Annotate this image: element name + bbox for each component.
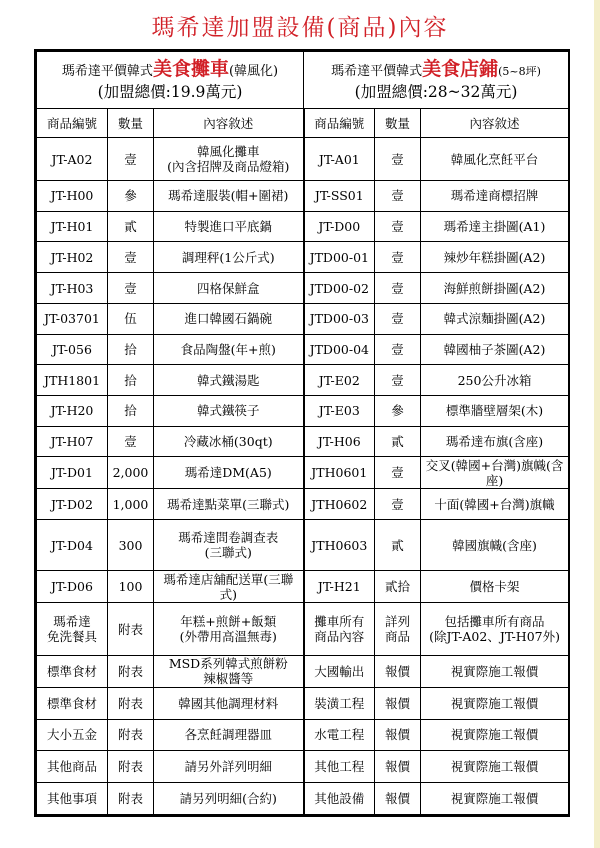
- col-header-quantity: 數量: [108, 109, 154, 138]
- cell-item-code: 標準食材: [37, 687, 108, 719]
- cell-description: MSD系列韓式煎餅粉 辣椒醬等: [154, 656, 304, 688]
- cell-item-code: JTD00-03: [304, 303, 375, 334]
- cell-description: 瑪希達布旗(含座): [421, 426, 569, 457]
- cell-description: 包括攤車所有商品 (除JT-A02、JT-H07外): [421, 602, 569, 655]
- cell-quantity: 2,000: [108, 457, 154, 489]
- cell-description: 視實際施工報價: [421, 719, 569, 751]
- cell-quantity: 壹: [375, 138, 421, 181]
- cell-item-code: 大小五金: [37, 719, 108, 751]
- plan-header-row: [37, 52, 569, 109]
- cell-description: 韓國旗幟(含座): [421, 519, 569, 570]
- right-plan-title: [306, 58, 566, 81]
- cell-item-code: 其他設備: [304, 783, 375, 815]
- left-plan-prefix: 瑪希達平價韓式: [61, 64, 153, 80]
- cell-item-code: JT-H20: [37, 396, 108, 427]
- table-row: [37, 656, 569, 688]
- cell-description: 進口韓國石鍋碗: [154, 303, 304, 334]
- right-plan-highlight: 美食店鋪: [422, 58, 499, 81]
- cell-item-code: JT-H01: [37, 211, 108, 242]
- cell-item-code: JT-H07: [37, 426, 108, 457]
- cell-item-code: JT-H03: [37, 273, 108, 304]
- cell-quantity: 壹: [108, 273, 154, 304]
- cell-description: 各烹飪調理器皿: [154, 719, 304, 751]
- cell-description: 瑪希達DM(A5): [154, 457, 304, 489]
- cell-description: 瑪希達店舖配送單(三聯式): [154, 571, 304, 603]
- cell-description: 韓國其他調理材料: [154, 687, 304, 719]
- cell-description: 十面(韓國+台灣)旗幟: [421, 489, 569, 520]
- cell-quantity: 壹: [375, 211, 421, 242]
- cell-item-code: JT-H21: [304, 571, 375, 603]
- cell-item-code: JT-056: [37, 334, 108, 365]
- cell-quantity: 附表: [108, 602, 154, 655]
- cell-item-code: JT-A01: [304, 138, 375, 181]
- cell-description: 瑪希達主掛圖(A1): [421, 211, 569, 242]
- cell-item-code: JTD00-01: [304, 242, 375, 273]
- cell-quantity: 壹: [375, 273, 421, 304]
- cell-item-code: JT-E02: [304, 365, 375, 396]
- page-edge-stripe: [594, 0, 600, 848]
- table-row: [37, 396, 569, 427]
- col-header-quantity: 數量: [375, 109, 421, 138]
- cell-description: 視實際施工報價: [421, 687, 569, 719]
- cell-quantity: 報價: [375, 751, 421, 783]
- table-row: [37, 602, 569, 655]
- right-plan-suffix: (5~8坪): [498, 65, 541, 79]
- table-row: [37, 719, 569, 751]
- cell-quantity: 參: [108, 181, 154, 212]
- cell-description: 冷藏冰桶(30qt): [154, 426, 304, 457]
- cell-description: 交叉(韓國+台灣)旗幟(含座): [421, 457, 569, 489]
- table-row: [37, 783, 569, 815]
- cell-quantity: 附表: [108, 656, 154, 688]
- cell-description: 韓風化烹飪平台: [421, 138, 569, 181]
- table-row: [37, 365, 569, 396]
- cell-quantity: 壹: [108, 138, 154, 181]
- cell-item-code: JT-SS01: [304, 181, 375, 212]
- table-row: [37, 426, 569, 457]
- cell-item-code: 水電工程: [304, 719, 375, 751]
- cell-description: 標準牆壁層架(木): [421, 396, 569, 427]
- cell-quantity: 壹: [375, 489, 421, 520]
- cell-item-code: 其他工程: [304, 751, 375, 783]
- cell-item-code: JTD00-02: [304, 273, 375, 304]
- col-header-item-code: 商品編號: [304, 109, 375, 138]
- table-row: [37, 519, 569, 570]
- cell-description: 瑪希達問卷調查表 (三聯式): [154, 519, 304, 570]
- cell-quantity: 報價: [375, 783, 421, 815]
- cell-item-code: JT-D01: [37, 457, 108, 489]
- cell-quantity: 拾: [108, 334, 154, 365]
- cell-item-code: 其他事項: [37, 783, 108, 815]
- cell-description: 四格保鮮盒: [154, 273, 304, 304]
- cell-description: 請另列明細(合約): [154, 783, 304, 815]
- cell-description: 視實際施工報價: [421, 751, 569, 783]
- cell-quantity: 300: [108, 519, 154, 570]
- table-row: [37, 751, 569, 783]
- cell-quantity: 附表: [108, 687, 154, 719]
- cell-description: 瑪希達服裝(帽+圍裙): [154, 181, 304, 212]
- cell-quantity: 附表: [108, 751, 154, 783]
- cell-item-code: JT-H02: [37, 242, 108, 273]
- cell-quantity: 拾: [108, 396, 154, 427]
- table-row: [37, 181, 569, 212]
- cell-item-code: JTH0603: [304, 519, 375, 570]
- left-plan-header: [37, 52, 304, 109]
- left-plan-suffix: (韓風化): [228, 64, 279, 80]
- cell-item-code: JT-A02: [37, 138, 108, 181]
- cell-quantity: 壹: [375, 242, 421, 273]
- cell-description: 視實際施工報價: [421, 656, 569, 688]
- cell-quantity: 拾: [108, 365, 154, 396]
- cell-description: 辣炒年糕掛圖(A2): [421, 242, 569, 273]
- cell-quantity: 壹: [375, 365, 421, 396]
- cell-quantity: 壹: [375, 181, 421, 212]
- left-plan-highlight: 美食攤車: [152, 58, 229, 81]
- cell-description: 請另外詳列明細: [154, 751, 304, 783]
- cell-item-code: JT-D04: [37, 519, 108, 570]
- cell-item-code: JT-D06: [37, 571, 108, 603]
- equipment-table-frame: [34, 49, 570, 817]
- cell-description: 調理秤(1公斤式): [154, 242, 304, 273]
- cell-quantity: 報價: [375, 719, 421, 751]
- cell-quantity: 壹: [108, 426, 154, 457]
- cell-description: 視實際施工報價: [421, 783, 569, 815]
- cell-quantity: 附表: [108, 719, 154, 751]
- cell-item-code: 大國輸出: [304, 656, 375, 688]
- document-title: 瑪希達加盟設備(商品)內容: [151, 15, 449, 41]
- table-row: [37, 303, 569, 334]
- cell-description: 價格卡架: [421, 571, 569, 603]
- equipment-table: [36, 51, 569, 815]
- cell-quantity: 貳: [375, 519, 421, 570]
- cell-description: 韓式涼麵掛圖(A2): [421, 303, 569, 334]
- cell-item-code: JTH0601: [304, 457, 375, 489]
- cell-quantity: 100: [108, 571, 154, 603]
- cell-item-code: JTH0602: [304, 489, 375, 520]
- cell-quantity: 參: [375, 396, 421, 427]
- cell-description: 韓國柚子茶圖(A2): [421, 334, 569, 365]
- table-row: [37, 334, 569, 365]
- cell-item-code: JT-D02: [37, 489, 108, 520]
- cell-item-code: 瑪希達 免洗餐具: [37, 602, 108, 655]
- cell-description: 特製進口平底鍋: [154, 211, 304, 242]
- cell-description: 韓式鐵湯匙: [154, 365, 304, 396]
- cell-quantity: 詳列 商品: [375, 602, 421, 655]
- column-header-row: [37, 109, 569, 138]
- cell-quantity: 1,000: [108, 489, 154, 520]
- cell-quantity: 壹: [108, 242, 154, 273]
- cell-quantity: 貳拾: [375, 571, 421, 603]
- cell-quantity: 貳: [108, 211, 154, 242]
- table-row: [37, 138, 569, 181]
- right-plan-prefix: 瑪希達平價韓式: [331, 64, 423, 80]
- right-plan-price: (加盟總價:28~32萬元): [354, 83, 518, 102]
- table-row: [37, 687, 569, 719]
- cell-item-code: 攤車所有 商品內容: [304, 602, 375, 655]
- table-row: [37, 211, 569, 242]
- cell-description: 250公升冰箱: [421, 365, 569, 396]
- right-plan-header: [304, 52, 569, 109]
- left-plan-price: (加盟總價:19.9萬元): [97, 83, 243, 102]
- cell-item-code: JTH1801: [37, 365, 108, 396]
- table-row: [37, 489, 569, 520]
- table-row: [37, 242, 569, 273]
- cell-item-code: 標準食材: [37, 656, 108, 688]
- cell-quantity: 壹: [375, 334, 421, 365]
- col-header-item-code: 商品編號: [37, 109, 108, 138]
- col-header-description: 內容敘述: [421, 109, 569, 138]
- cell-item-code: 其他商品: [37, 751, 108, 783]
- cell-quantity: 報價: [375, 656, 421, 688]
- cell-quantity: 壹: [375, 457, 421, 489]
- left-plan-title: [39, 58, 301, 81]
- cell-description: 瑪希達商標招牌: [421, 181, 569, 212]
- cell-quantity: 附表: [108, 783, 154, 815]
- cell-item-code: JTD00-04: [304, 334, 375, 365]
- cell-item-code: JT-03701: [37, 303, 108, 334]
- cell-description: 年糕+煎餅+飯類 (外帶用高溫無毒): [154, 602, 304, 655]
- cell-quantity: 貳: [375, 426, 421, 457]
- cell-item-code: JT-D00: [304, 211, 375, 242]
- table-row: [37, 273, 569, 304]
- cell-description: 海鮮煎餅掛圖(A2): [421, 273, 569, 304]
- cell-description: 韓風化攤車 (內含招牌及商品燈箱): [154, 138, 304, 181]
- table-row: [37, 571, 569, 603]
- cell-description: 食品陶盤(年+煎): [154, 334, 304, 365]
- cell-quantity: 壹: [375, 303, 421, 334]
- cell-description: 瑪希達點菜單(三聯式): [154, 489, 304, 520]
- col-header-description: 內容敘述: [154, 109, 304, 138]
- cell-quantity: 伍: [108, 303, 154, 334]
- table-row: [37, 457, 569, 489]
- cell-item-code: JT-E03: [304, 396, 375, 427]
- cell-item-code: 裝潢工程: [304, 687, 375, 719]
- cell-quantity: 報價: [375, 687, 421, 719]
- cell-item-code: JT-H00: [37, 181, 108, 212]
- cell-description: 韓式鐵筷子: [154, 396, 304, 427]
- cell-item-code: JT-H06: [304, 426, 375, 457]
